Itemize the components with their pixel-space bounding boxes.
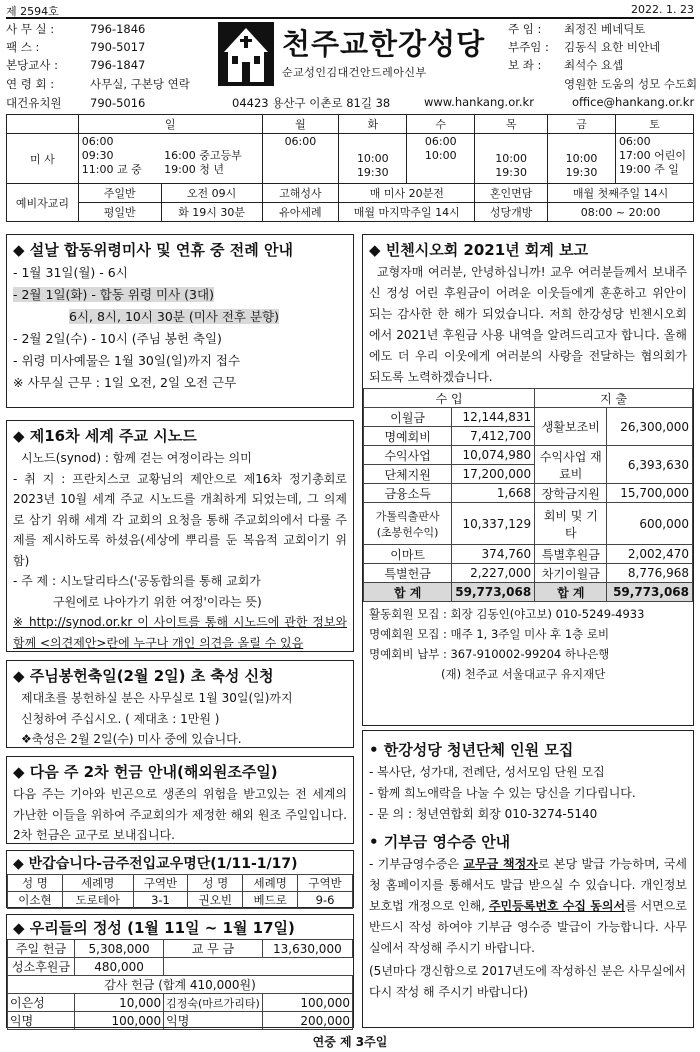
email-link[interactable]: office@hankang.or.kr bbox=[572, 95, 695, 109]
youth-title: • 한강성당 청년단체 인원 모집 bbox=[369, 741, 574, 759]
synod-title: ◆ 제16차 세계 주교 시노드 bbox=[13, 427, 197, 445]
finance-table: 수 입 지 출 이월금 12,144,831 생활보조비 26,300,000 명예회비 7,412,700 수익사업 10,074,980 수익사업 재료비 6,393,630 단체지원 17,200,000 금융소득 1,668 장학금지원 15,700,000 가톨릭출판사 (초봉헌수익) 10,337,129 회비 및 기타 600,000 이마트 374,760 특별후원금 2,002,470 특별헌금 2,227,000 차기이월금 8,776,968 합 계 59,773,068 합 계 59,773,068 bbox=[363, 388, 693, 602]
presentation-feast-notice: ◆ 주님봉헌축일(2월 2일) 초 축성 신청 제대초를 봉헌하실 분은 사무실로 1월 30일(일)까지 신청하여 주십시오. ( 제대초 : 1만원 ) ❖축성은 2월 2일(수) 미사 중에 있습니다. bbox=[6, 660, 354, 748]
lunar-title: ◆ 설날 합동위령미사 및 연휴 중 전례 안내 bbox=[13, 241, 293, 259]
church-building-icon bbox=[218, 22, 274, 86]
website-link[interactable]: www.hankang.or.kr bbox=[424, 95, 534, 109]
newcomer-table: 성 명 세례명 구역반 성 명 세례명 구역반 이소현 도로테아 3-1 권오빈 베드로 9-6 bbox=[7, 874, 353, 909]
issue-bar bbox=[6, 3, 694, 17]
header-rule bbox=[6, 17, 694, 19]
church-name: 천주교한강성당 bbox=[282, 27, 486, 61]
contact-list: 사 무 실 : 796-1846 팩 스 : 790-5017 본당교사 : 796-1847 연 령 회 : 사무실, 구본당 연락 bbox=[6, 22, 190, 91]
synod-link[interactable]: ※ http://synod.or.kr 이 사이트를 통해 시노드에 관한 정보와 함께 <의견제안>란에 누구나 개인 의견을 올릴 수 있음 bbox=[13, 615, 347, 650]
vincent-report: ◆ 빈첸시오회 2021년 회계 보고 교형자매 여러분, 안녕하십니까! 교우 여러분들께서 보내주신 정성 어린 후원금이 어려운 이웃들에게 훈훈하고 위안이 되는 감사한 한 해가 되었습니다. 저희 한강성당 빈첸시오회에서 2021년 후원금 사용 내역을 알려드리고자 합니다. 올해에도 더 우리 이웃에게 여러분의 사랑을 전달하는 협의회가 되도록 노력하겠습니다. 수 입 지 출 이월금 12,144,831 생활보조비 26,300,000 명예회비 7,412,700 수익사업 10,074,980 수익사업 재료비 6,393,630 단체지원 17,200,000 금융소득 1,668 장학금지원 15,700,000 가톨릭출판사 (초봉헌수익) 10,337,129 회비 및 기타 600,000 이마트 374,760 특별후원금 2,002,470 특별헌금 2,227,000 차기이월금 8,776,968 합 계 59,773,068 합 계 59,773,068 활동회원 모집 : 회장 김동인(야고보) 010-5249-4933 명예회원 모집 : 매주 1, 3주일 미사 후 1층 로비 명예회비 납부 : 367-910002-99204 하나은행 (재) 천주교 서울대교구 유지재단 bbox=[362, 234, 694, 726]
liturgical-week: 연중 제 3주일 bbox=[312, 1035, 388, 1049]
issue-date: 2022. 1. 23 bbox=[631, 3, 694, 16]
offering-table: 주일 헌금 5,308,000 교 무 금 13,630,000 성소후원금 480,000 감사 헌금 (합계 410,000원) 이은성 10,000 김정숙(마르가리타) 100,000 익명 100,000 익명 200,000 bbox=[7, 939, 353, 1030]
lunar-new-year-notice: ◆ 설날 합동위령미사 및 연휴 중 전례 안내 - 1월 31일(월) - 6시 - 2월 1일(화) - 합동 위령 미사 (3대) 6시, 8시, 10시 30분 (미사 전후 분향) - 2월 2일(수) - 10시 (주님 봉헌 축일) - 위령 미사예물은 1월 30일(일)까지 접수 ※ 사무실 근무 : 1일 오전, 2일 오전 근무 bbox=[6, 234, 354, 408]
staff-list: 주 임 : 최정진 베네딕토 부주임 : 김동식 요한 비안네 보 좌 : 최석수 요셉 영원한 도움의 성모 수도회 bbox=[508, 22, 698, 91]
mass-label: 미 사 bbox=[7, 134, 79, 184]
youth-and-receipt-notice: • 한강성당 청년단체 인원 모집 - 복사단, 성가대, 전례단, 성서모임 단원 모집 - 함께 희노애락을 나눌 수 있는 당신을 기다립니다. - 문 의 : 청년연합회 회장 010-3274-5140 • 기부금 영수증 안내 - 기부금영수증은 교무금 책정자로 본당 발급 가능하며, 국세청 홈페이지를 통해서도 발급 받으실 수 있습니다. 개인정보보호법 개정으로 인해, 주민등록번호 수집 동의서를 서면으로 반드시 작성 하여야 기부금 영수증 발급이 가능합니다. 사무실에서 작성해 주시기 바랍니다. (5년마다 갱신함으로 2017년도에 작성하신 분은 사무실에서 다시 작성 해 주시기 바랍니다) bbox=[362, 730, 694, 1028]
postal-address: 04423 용산구 이촌로 81길 38 bbox=[232, 96, 391, 110]
church-logo bbox=[214, 20, 504, 88]
schedule-table: 일 월 화 수 목 금 토 미 사 06:00 09:30 11:00 교 중 16:00 중고등부 19:00 청 년 06:00 10:00 19:30 06:00 10:00 10:00 19:30 10:00 19:30 06:00 17:00 어린이 19:00 주 일 예비자교리 주일반 오전 09시 고해성사 매 미사 20분전 혼인면담 매월 첫째주일 14시 평일반 화 19시 30분 유아세례 매월 마지막주일 14시 성당개방 08:00 ~ 20:00 bbox=[6, 114, 694, 222]
offerings-summary: ◆ 우리들의 정성 (1월 11일 ~ 1월 17일) 주일 헌금 5,308,000 교 무 금 13,630,000 성소후원금 480,000 감사 헌금 (합계 410,000원) 이은성 10,000 김정숙(마르가리타) 100,000 익명 100,000 익명 200,000 bbox=[6, 914, 354, 1028]
receipt-title: • 기부금 영수증 안내 bbox=[369, 833, 511, 851]
church-patron: 순교성인김대건안드레아신부 bbox=[282, 66, 427, 79]
second-collection-notice: ◆ 다음 주 2차 헌금 안내(해외원조주일) 다음 주는 기아와 빈곤으로 생존의 위험을 받고있는 전 세계의 가난한 이들을 위하여 주교회의가 제정한 해외 원조 주일입니다. 2차 헌금은 교구로 보내집니다. bbox=[6, 756, 354, 844]
issue-number: 제 2594호 bbox=[6, 5, 59, 18]
vincent-title: ◆ 빈첸시오회 2021년 회계 보고 bbox=[369, 241, 589, 259]
synod-notice: ◆ 제16차 세계 주교 시노드 시노드(synod) : 함께 걷는 여정이라는 의미 - 취 지 : 프란치스코 교황님의 제안으로 제16차 정기총회로 2023년 10월 세계 주교 시노드를 개최하게 되었는데, 그 의제로 삼기 위해 세계 각 교회의 요청을 통해 주교회의에서 다룰 주제를 제시하도록 하셨음(세상에 뿌리를 둔 복음적 교회이기 위함) - 주 제 : 시노달리타스('공동합의를 통해 교회가 구원에로 나아가기 위한 여정'이라는 뜻) ※ http://synod.or.kr 이 사이트를 통해 시노드에 관한 정보와 함께 <의견제안>란에 누구나 개인 의견을 올릴 수 있음 bbox=[6, 420, 354, 652]
welcome-newcomers: ◆ 반갑습니다-금주전입교우명단(1/11-1/17) 성 명 세례명 구역반 성 명 세례명 구역반 이소현 도로테아 3-1 권오빈 베드로 9-6 bbox=[6, 850, 354, 908]
bulletin-page: 제 2594호 2022. 1. 23 사 무 실 : 796-1846 팩 스 : 790-5017 본당교사 : 796-1847 연 령 회 : 사무실, 구본당 연락 천주교한강성당 순교성인김대건안드레아신부 주 임 : 최정진 베네딕토 부주임 : 김동식 요한 비안네 보 좌 : 최석수 요셉 영원한 도움의 성모 수도회 대건유치원 790-5016 04423 용산구 이촌로 81길 38 www.hankang.or.kr office@hankang.or.kr 일 월 화 수 목 금 토 미 사 06:00 09:30 11:00 교 중 16:00 중고등부 19:00 청 년 06:00 10:00 19:30 06:00 10:00 10:00 19:30 10:00 19:30 06:00 17:00 어린이 19:00 주 일 예비자교리 주일반 오전 09시 고해성사 매 미사 20분전 혼인면담 매월 첫째주일 14시 평일반 화 19시 30분 유아세례 매월 마지막주일 14시 성당개방 08:00 ~ 20:00 ◆ 설날 합동위령미사 및 연휴 중 전례 안내 - 1월 31일(월) - 6시 - 2월 1일(화) - 합동 위령 미사 (3대) 6시, 8시, 10시 30분 (미사 전후 분향) - 2월 2일(수) - 10시 (주님 봉헌 축일) - 위령 미사예물은 1월 30일(일)까지 접수 ※ 사무실 근무 : 1일 오전, 2일 오전 근무 ◆ 제16차 세계 주교 시노드 시노드(synod) : 함께 걷는 여정이라는 의미 - 취 지 : 프란치스코 교황님의 제안으로 제16차 정기총회로 2023년 10월 세계 주교 시노드를 개최하게 되었는데, 그 의제로 삼기 위해 세계 각 교회의 요청을 통해 주교회의에서 다룰 주제를 제시하도록 하셨음(세상에 뿌리를 둔 복음적 교회이기 위함) - 주 제 : 시노달리타스('공동합의를 통해 교회가 구원에로 나아가기 위한 여정'이라는 뜻) ※ http://synod.or.kr 이 사이트를 통해 시노드에 관한 정보와 함께 <의견제안>란에 누구나 개인 의견을 올릴 수 있음 ◆ 주님봉헌축일(2월 2일) 초 축성 신청 제대초를 봉헌하실 분은 사무실로 1월 30일(일)까지 신청하여 주십시오. ( 제대초 : 1만원 ) ❖축성은 2월 2일(수) 미사 중에 있습니다. ◆ 다음 주 2차 헌금 안내(해외원조주일) 다음 주는 기아와 빈곤으로 생존의 위험을 받고있는 전 세계의 가난한 이들을 위하여 주교회의가 제정한 해외 원조 주일입니다. 2차 헌금은 교구로 보내집니다. ◆ 반갑습니다-금주전입교우명단(1/11-1/17) 성 명 세례명 구역반 성 명 세례명 구역반 이소현 도로테아 3-1 권오빈 베드로 9-6 ◆ 우리들의 정성 (1월 11일 ~ 1월 17일) 주일 헌금 5,308,000 교 무 금 13,630,000 성소후원금 480,000 감사 헌금 (합계 410,000원) 이은성 10,000 김정숙(마르가리타) 100,000 익명 100,000 익명 200,000 ◆ 빈첸시오회 2021년 회계 보고 교형자매 여러분, 안녕하십니까! 교우 여러분들께서 보내주신 정성 어린 후원금이 어려운 이웃들에게 훈훈하고 위안이 되는 감사한 한 해가 되었습니다. 저희 한강성당 빈첸시오회에서 2021년 후원금 사용 내역을 알려드리고자 합니다. 올해에도 더 우리 이웃에게 여러분의 사랑을 전달하는 협의회가 되도록 노력하겠습니다. 수 입 지 출 이월금 12,144,831 생활보조비 26,300,000 명예회비 7,412,700 수익사업 10,074,980 수익사업 재료비 6,393,630 단체지원 17,200,000 금융소득 1,668 장학금지원 15,700,000 가톨릭출판사 (초봉헌수익) 10,337,129 회비 및 기타 600,000 이마트 374,760 특별후원금 2,002,470 특별헌금 2,227,000 차기이월금 8,776,968 합 계 59,773,068 합 계 59,773,068 활동회원 모집 : 회장 김동인(야고보) 010-5249-4933 명예회원 모집 : 매주 1, 3주일 미사 후 1층 로비 명예회비 납부 : 367-910002-99204 하나은행 (재) 천주교 서울대교구 유지재단 • 한강성당 청년단체 인원 모집 - 복사단, 성가대, 전례단, 성서모임 단원 모집 - 함께 희노애락을 나눌 수 있는 당신을 기다립니다. - 문 의 : 청년연합회 회장 010-3274-5140 • 기부금 영수증 안내 - 기부금영수증은 교무금 책정자로 본당 발급 가능하며, 국세청 홈페이지를 통해서도 발급 받으실 수 있습니다. 개인정보보호법 개정으로 인해, 주민등록번호 수집 동의서를 서면으로 반드시 작성 하여야 기부금 영수증 발급이 가능합니다. 사무실에서 작성해 주시기 바랍니다. (5년마다 갱신함으로 2017년도에 작성하신 분은 사무실에서 다시 작성 해 주시기 바랍니다) 연중 제 3주일 bbox=[0, 0, 700, 1052]
